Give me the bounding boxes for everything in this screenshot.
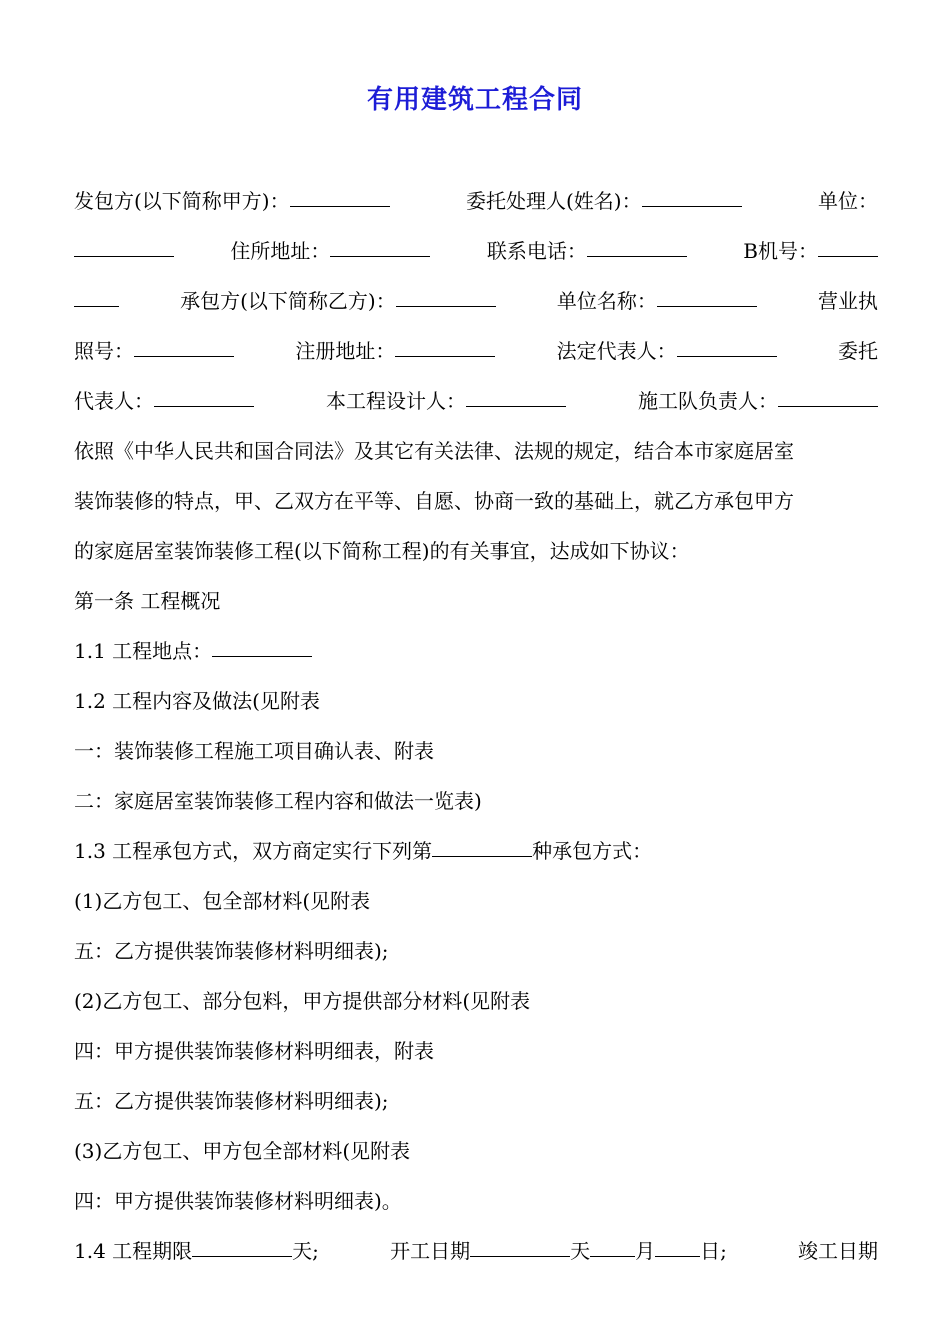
blank-field[interactable] [590, 1226, 635, 1257]
field-group [638, 376, 878, 426]
blank-field[interactable] [470, 1226, 570, 1257]
blank-field[interactable] [212, 626, 312, 657]
blank-field[interactable] [432, 826, 532, 857]
field-label: 承包方(以下简称乙方)： [180, 289, 396, 313]
blank-field[interactable] [396, 276, 496, 307]
field-label: B机号： [743, 239, 818, 263]
field-group [74, 176, 390, 226]
blank-field[interactable] [642, 176, 742, 207]
paragraph-line: 依照《中华人民共和国合同法》及其它有关法律、法规的规定，结合本市家庭居室 [74, 439, 794, 463]
clause-1-4 [74, 1226, 878, 1276]
party-info-line-5 [74, 376, 878, 426]
option-line: (1)乙方包工、包全部材料(见附表 [74, 889, 371, 913]
field-group [390, 1226, 727, 1276]
blank-field[interactable] [587, 226, 687, 257]
field-group [295, 326, 495, 376]
option-line: (3)乙方包工、甲方包全部材料(见附表 [74, 1139, 411, 1163]
clause-text: 日; [700, 1239, 727, 1263]
clause-text: 月 [635, 1239, 656, 1263]
field-label: 委托处理人(姓名)： [466, 189, 642, 213]
attachment-line: 二：家庭居室装饰装修工程内容和做法一览表) [74, 789, 482, 813]
field-label: 单位： [818, 189, 878, 213]
field-group [74, 326, 234, 376]
document-title: 有用建筑工程合同 [366, 85, 583, 115]
option-line: (2)乙方包工、部分包料，甲方提供部分材料(见附表 [74, 989, 531, 1013]
field-group [230, 226, 430, 276]
field-group [743, 226, 878, 276]
party-info-line-3 [74, 276, 878, 326]
paragraph-line: 的家庭居室装饰装修工程(以下简称工程)的有关事宜，达成如下协议： [74, 539, 690, 563]
blank-field[interactable] [655, 1226, 700, 1257]
blank-field[interactable] [657, 276, 757, 307]
option-line: 四：甲方提供装饰装修材料明细表，附表 [74, 1039, 434, 1063]
clause-text: 种承包方式： [532, 839, 653, 863]
blank-field[interactable] [154, 376, 254, 407]
clause-text: 竣工日期 [797, 1239, 878, 1263]
field-label: 委托 [837, 339, 878, 363]
option-line: 五：乙方提供装饰装修材料明细表); [74, 1089, 389, 1113]
clause-1-1 [74, 626, 878, 676]
blank-field[interactable] [192, 1226, 292, 1257]
field-label: 本工程设计人： [326, 389, 466, 413]
paragraph-line: 装饰装修的特点，甲、乙双方在平等、自愿、协商一致的基础上，就乙方承包甲方 [74, 489, 794, 513]
field-group [326, 376, 566, 426]
field-group [557, 276, 757, 326]
document-body [74, 176, 878, 1276]
option-line: 四：甲方提供装饰装修材料明细表)。 [74, 1189, 402, 1213]
field-group [74, 1226, 319, 1276]
field-label: 联系电话： [486, 239, 587, 263]
field-group [466, 176, 742, 226]
blank-field[interactable] [778, 376, 878, 407]
field-label: 发包方(以下简称甲方)： [74, 189, 290, 213]
field-group [487, 226, 687, 276]
field-label: 照号： [74, 339, 134, 363]
blank-field[interactable] [74, 276, 119, 307]
clause-text: 1.1 工程地点： [74, 639, 213, 663]
blank-field[interactable] [330, 226, 430, 257]
field-group [180, 276, 496, 326]
party-info-line-2 [74, 226, 878, 276]
blank-field[interactable] [818, 226, 878, 257]
clause-text: 1.4 工程期限 [74, 1239, 193, 1263]
party-info-line-1 [74, 176, 878, 226]
field-label: 法定代表人： [556, 339, 677, 363]
clause-text: 天; [292, 1239, 319, 1263]
blank-field[interactable] [677, 326, 777, 357]
field-group [557, 326, 777, 376]
blank-field[interactable] [74, 226, 174, 257]
clause-text: 天 [570, 1239, 591, 1263]
clause-1-2: 1.2 工程内容及做法(见附表 [74, 689, 320, 713]
field-label: 注册地址： [295, 339, 396, 363]
field-label: 代表人： [74, 389, 154, 413]
blank-field[interactable] [134, 326, 234, 357]
field-group [74, 376, 254, 426]
blank-field[interactable] [290, 176, 390, 207]
clause-text: 1.3 工程承包方式，双方商定实行下列第 [74, 839, 433, 863]
blank-field[interactable] [395, 326, 495, 357]
field-label: 住所地址： [230, 239, 331, 263]
field-label: 单位名称： [556, 289, 657, 313]
party-info-line-4 [74, 326, 878, 376]
clause-1-3 [74, 826, 878, 876]
article-heading: 第一条 工程概况 [74, 589, 221, 613]
field-label: 施工队负责人： [638, 389, 778, 413]
clause-text: 开工日期 [390, 1239, 471, 1263]
blank-field[interactable] [466, 376, 566, 407]
attachment-line: 一：装饰装修工程施工项目确认表、附表 [74, 739, 434, 763]
field-label: 营业执 [817, 289, 878, 313]
option-line: 五：乙方提供装饰装修材料明细表); [74, 939, 389, 963]
